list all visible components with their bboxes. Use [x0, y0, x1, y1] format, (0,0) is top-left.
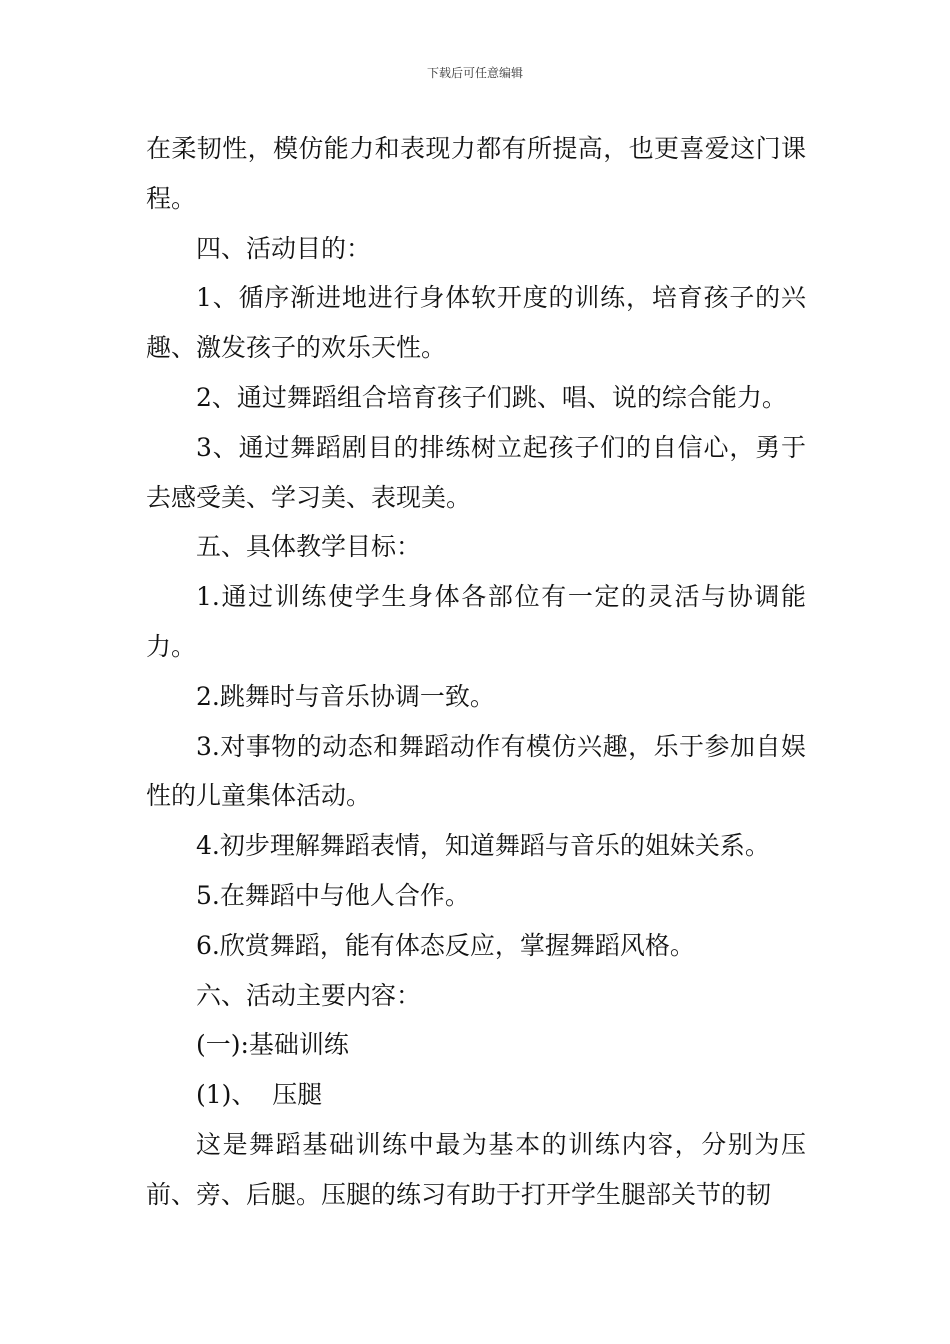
section-heading-teaching-objectives: 五、具体教学目标： — [196, 532, 422, 562]
paragraph-leg-press-description: 这是舞蹈基础训练中最为基本的训练内容，分别为压前、旁、后腿。压腿的练习有助于打开学生腿部关节的韧 — [146, 1129, 806, 1209]
objective-item-1: 1.通过训练使学生身体各部位有一定的灵活与协调能力。 — [146, 582, 806, 661]
page-header: 下载后可任意编辑 — [426, 66, 523, 80]
section-heading-activity-goals: 四、活动目的： — [196, 233, 372, 263]
objective-item-5: 5.在舞蹈中与他人合作。 — [196, 880, 470, 910]
objective-item-4: 4.初步理解舞蹈表情，知道舞蹈与音乐的姐妹关系。 — [196, 831, 770, 861]
paragraph-continuation: 在柔韧性，模仿能力和表现力都有所提高，也更喜爱这门课程。 — [146, 134, 806, 213]
document-body — [146, 124, 806, 1220]
subsection-item-leg-press: (1)、 压腿 — [196, 1080, 323, 1110]
goal-item-3: 3、通过舞蹈剧目的排练树立起孩子们的自信心，勇于去感受美、学习美、表现美。 — [146, 432, 806, 512]
goal-item-1: 1、循序渐进地进行身体软开度的训练，培育孩子的兴趣、激发孩子的欢乐天性。 — [146, 283, 806, 363]
subsection-heading-basic-training: (一):基础训练 — [196, 1030, 349, 1060]
section-heading-main-content: 六、活动主要内容： — [196, 980, 422, 1010]
objective-item-3: 3.对事物的动态和舞蹈动作有模仿兴趣，乐于参加自娱性的儿童集体活动。 — [146, 731, 806, 811]
objective-item-2: 2.跳舞时与音乐协调一致。 — [196, 681, 495, 711]
goal-item-2: 2、通过舞蹈组合培育孩子们跳、唱、说的综合能力。 — [196, 382, 787, 412]
objective-item-6: 6.欣赏舞蹈，能有体态反应，掌握舞蹈风格。 — [196, 930, 695, 960]
